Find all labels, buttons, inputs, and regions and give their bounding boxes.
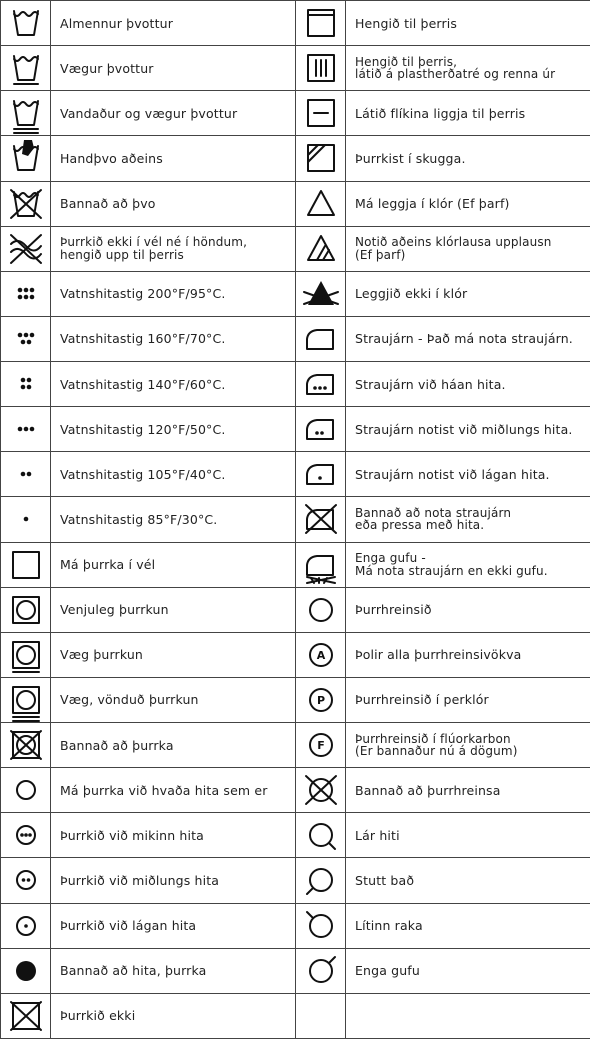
left-label-cell (51, 362, 296, 407)
right-icon-cell (296, 678, 346, 723)
washtub-crossed-icon (9, 187, 43, 221)
symbol-description: Almennur þvottur (60, 15, 174, 31)
circle-letter-a-icon (304, 638, 338, 672)
circle-tail-top-right-icon (304, 954, 338, 988)
triangle-icon (304, 187, 338, 221)
right-label-cell (346, 588, 590, 633)
washtub-hand-icon (9, 141, 43, 175)
symbol-description: Væg þurrkun (60, 647, 143, 663)
right-icon-cell (296, 543, 346, 588)
symbol-description: Vatnshitastig 200°F/95°C. (60, 286, 226, 302)
right-icon-cell (296, 723, 346, 768)
square-icon (9, 548, 43, 582)
left-icon-cell (1, 1, 51, 46)
washtub-one-bar-icon (9, 51, 43, 85)
left-label-cell (51, 136, 296, 181)
symbol-description: Vandaður og vægur þvottur (60, 105, 238, 121)
right-label-cell (346, 272, 590, 317)
right-label-cell (346, 723, 590, 768)
right-label-cell (346, 452, 590, 497)
left-label-cell (51, 227, 296, 272)
symbol-description: Vægur þvottur (60, 60, 154, 76)
circle-small-icon (9, 773, 43, 807)
right-icon-cell (296, 46, 346, 91)
circle-tail-bottom-right-icon (304, 818, 338, 852)
triangle-striped-icon (304, 232, 338, 266)
right-label-cell (346, 994, 590, 1039)
symbol-description: Enga gufu (355, 963, 420, 979)
right-label-cell (346, 407, 590, 452)
symbol-description: Má leggja í klór (Ef þarf) (355, 196, 510, 212)
symbol-description: Vatnshitastig 140°F/60°C. (60, 376, 226, 392)
left-icon-cell (1, 994, 51, 1039)
left-icon-cell (1, 272, 51, 317)
left-icon-cell (1, 813, 51, 858)
right-label-cell (346, 497, 590, 542)
right-icon-cell (296, 136, 346, 181)
right-label-cell (346, 813, 590, 858)
right-label-cell (346, 136, 590, 181)
left-label-cell (51, 407, 296, 452)
left-label-cell (51, 633, 296, 678)
right-icon-cell (296, 904, 346, 949)
iron-three-dots-icon (304, 367, 338, 401)
symbol-description: Straujárn notist við miðlungs hita. (355, 421, 573, 437)
right-icon-cell (296, 588, 346, 633)
circle-two-dots-icon (9, 863, 43, 897)
symbol-description: Bannað að þvo (60, 196, 156, 212)
right-icon-cell (296, 182, 346, 227)
right-label-cell (346, 46, 590, 91)
left-icon-cell (1, 678, 51, 723)
right-icon-cell (296, 633, 346, 678)
left-label-cell (51, 182, 296, 227)
three-dots-icon (9, 412, 43, 446)
symbol-description: Enga gufu - Má nota straujárn en ekki gufu. (355, 551, 548, 578)
symbol-description: Vatnshitastig 160°F/70°C. (60, 331, 226, 347)
right-label-cell (346, 543, 590, 588)
tumble-dry-crossed-icon (9, 728, 43, 762)
symbol-description: Bannað að þurrhreinsa (355, 782, 501, 798)
left-label-cell (51, 813, 296, 858)
symbol-description: Leggjið ekki í klór (355, 286, 468, 302)
left-icon-cell (1, 497, 51, 542)
left-icon-cell (1, 904, 51, 949)
left-icon-cell (1, 227, 51, 272)
circle-crossed-icon (304, 773, 338, 807)
circle-letter-f-icon (304, 728, 338, 762)
symbol-description: Þurrhreinsið (355, 602, 432, 618)
one-dot-icon (9, 502, 43, 536)
five-dots-icon (9, 322, 43, 356)
symbol-description: Bannað að nota straujárn eða pressa með hita. (355, 505, 512, 533)
right-icon-cell (296, 91, 346, 136)
iron-icon (304, 322, 338, 356)
right-icon-cell (296, 227, 346, 272)
left-icon-cell (1, 543, 51, 588)
circle-letter-p-icon (304, 683, 338, 717)
right-label-cell (346, 227, 590, 272)
left-label-cell (51, 994, 296, 1039)
iron-crossed-icon (304, 502, 338, 536)
left-icon-cell (1, 46, 51, 91)
symbol-description: Hengið til þerris (355, 15, 458, 31)
left-icon-cell (1, 407, 51, 452)
right-label-cell (346, 633, 590, 678)
right-label-cell (346, 858, 590, 903)
circle-tail-top-left-icon (304, 909, 338, 943)
right-label-cell (346, 904, 590, 949)
left-icon-cell (1, 633, 51, 678)
left-label-cell (51, 904, 296, 949)
right-label-cell (346, 1, 590, 46)
left-label-cell (51, 678, 296, 723)
symbol-description: Vatnshitastig 105°F/40°C. (60, 466, 226, 482)
left-label-cell (51, 452, 296, 497)
symbol-description: Þurrhreinsið í perklór (355, 692, 489, 708)
left-icon-cell (1, 768, 51, 813)
right-icon-cell (296, 994, 346, 1039)
square-crossed-icon (9, 999, 43, 1033)
left-label-cell (51, 497, 296, 542)
right-icon-cell (296, 272, 346, 317)
icon-letter: A (316, 648, 325, 662)
filled-circle-icon (9, 954, 43, 988)
left-label-cell (51, 949, 296, 994)
six-dots-icon (9, 277, 43, 311)
right-icon-cell (296, 949, 346, 994)
symbol-description: Lár hiti (355, 827, 400, 843)
symbol-description: Venjuleg þurrkun (60, 602, 169, 618)
symbol-description: Þurrkið ekki (60, 1008, 136, 1024)
iron-two-dots-icon (304, 412, 338, 446)
symbol-description: Straujárn við háan hita. (355, 376, 506, 392)
iron-one-dot-icon (304, 457, 338, 491)
tumble-dry-one-bar-icon (9, 638, 43, 672)
right-icon-cell (296, 452, 346, 497)
washtub-icon (9, 6, 43, 40)
right-label-cell (346, 768, 590, 813)
symbol-description: Þolir alla þurrhreinsivökva (355, 647, 522, 663)
left-label-cell (51, 543, 296, 588)
icon-letter: P (316, 693, 325, 707)
right-label-cell (346, 949, 590, 994)
left-label-cell (51, 272, 296, 317)
symbol-description: Þurrkið við lágan hita (60, 918, 197, 934)
two-dots-icon (9, 457, 43, 491)
circle-tail-bottom-left-icon (304, 863, 338, 897)
left-icon-cell (1, 588, 51, 633)
square-horizontal-line-icon (304, 96, 338, 130)
symbol-description: Lítinn raka (355, 918, 423, 934)
right-label-cell (346, 678, 590, 723)
right-label-cell (346, 317, 590, 362)
symbol-description: Straujárn notist við lágan hita. (355, 466, 550, 482)
right-label-cell (346, 91, 590, 136)
symbol-description: Handþvo aðeins (60, 150, 163, 166)
symbol-description: Þurrkist í skugga. (355, 150, 466, 166)
right-icon-cell (296, 768, 346, 813)
left-icon-cell (1, 362, 51, 407)
symbol-description: Stutt bað (355, 872, 415, 888)
left-icon-cell (1, 91, 51, 136)
right-icon-cell (296, 813, 346, 858)
four-dots-icon (9, 367, 43, 401)
left-icon-cell (1, 182, 51, 227)
square-three-vertical-lines-icon (304, 51, 338, 85)
left-label-cell (51, 91, 296, 136)
square-top-line-icon (304, 6, 338, 40)
left-icon-cell (1, 136, 51, 181)
right-icon-cell (296, 1, 346, 46)
square-diagonal-lines-icon (304, 141, 338, 175)
left-label-cell (51, 723, 296, 768)
tumble-dry-icon (9, 593, 43, 627)
left-icon-cell (1, 949, 51, 994)
tumble-dry-two-bars-icon (9, 683, 43, 717)
left-icon-cell (1, 858, 51, 903)
left-label-cell (51, 768, 296, 813)
icon-letter: F (316, 739, 325, 753)
symbol-description: Látið flíkina liggja til þerris (355, 105, 526, 121)
symbol-description: Þurrhreinsið í flúorkarbon (Er bannaður nú á dögum) (355, 731, 518, 759)
symbol-description: Vatnshitastig 120°F/50°C. (60, 421, 226, 437)
left-label-cell (51, 588, 296, 633)
left-label-cell (51, 1, 296, 46)
right-icon-cell (296, 858, 346, 903)
symbol-description: Þurrkið við mikinn hita (60, 827, 204, 843)
left-icon-cell (1, 723, 51, 768)
left-label-cell (51, 858, 296, 903)
left-label-cell (51, 46, 296, 91)
left-icon-cell (1, 317, 51, 362)
wring-crossed-icon (9, 232, 43, 266)
iron-no-steam-icon (304, 548, 338, 582)
left-label-cell (51, 317, 296, 362)
symbol-description: Þurrkið við miðlungs hita (60, 872, 220, 888)
symbol-description: Þurrkið ekki í vél né í höndum, hengið upp til þerris (60, 235, 248, 262)
symbol-description: Straujárn - Það má nota straujárn. (355, 331, 573, 347)
triangle-filled-crossed-icon (304, 277, 338, 311)
symbol-description: Bannað að þurrka (60, 737, 174, 753)
left-icon-cell (1, 452, 51, 497)
right-label-cell (346, 362, 590, 407)
symbol-description: Má þurrka í vél (60, 557, 156, 573)
right-icon-cell (296, 317, 346, 362)
symbol-description: Bannað að hita, þurrka (60, 963, 207, 979)
symbol-description: Notið aðeins klórlausa upplausn (Ef þarf) (355, 235, 552, 262)
symbol-description: Væg, vönduð þurrkun (60, 692, 199, 708)
right-label-cell (346, 182, 590, 227)
symbol-description: Má þurrka við hvaða hita sem er (60, 782, 268, 798)
right-icon-cell (296, 497, 346, 542)
circle-three-dots-icon (9, 818, 43, 852)
symbol-description: Vatnshitastig 85°F/30°C. (60, 511, 218, 527)
right-icon-cell (296, 362, 346, 407)
symbol-description: Hengið til þerris, látið á plastherðatré og renna úr (355, 54, 556, 82)
circle-one-dot-icon (9, 909, 43, 943)
circle-icon (304, 593, 338, 627)
right-icon-cell (296, 407, 346, 452)
washtub-two-bars-icon (9, 96, 43, 130)
